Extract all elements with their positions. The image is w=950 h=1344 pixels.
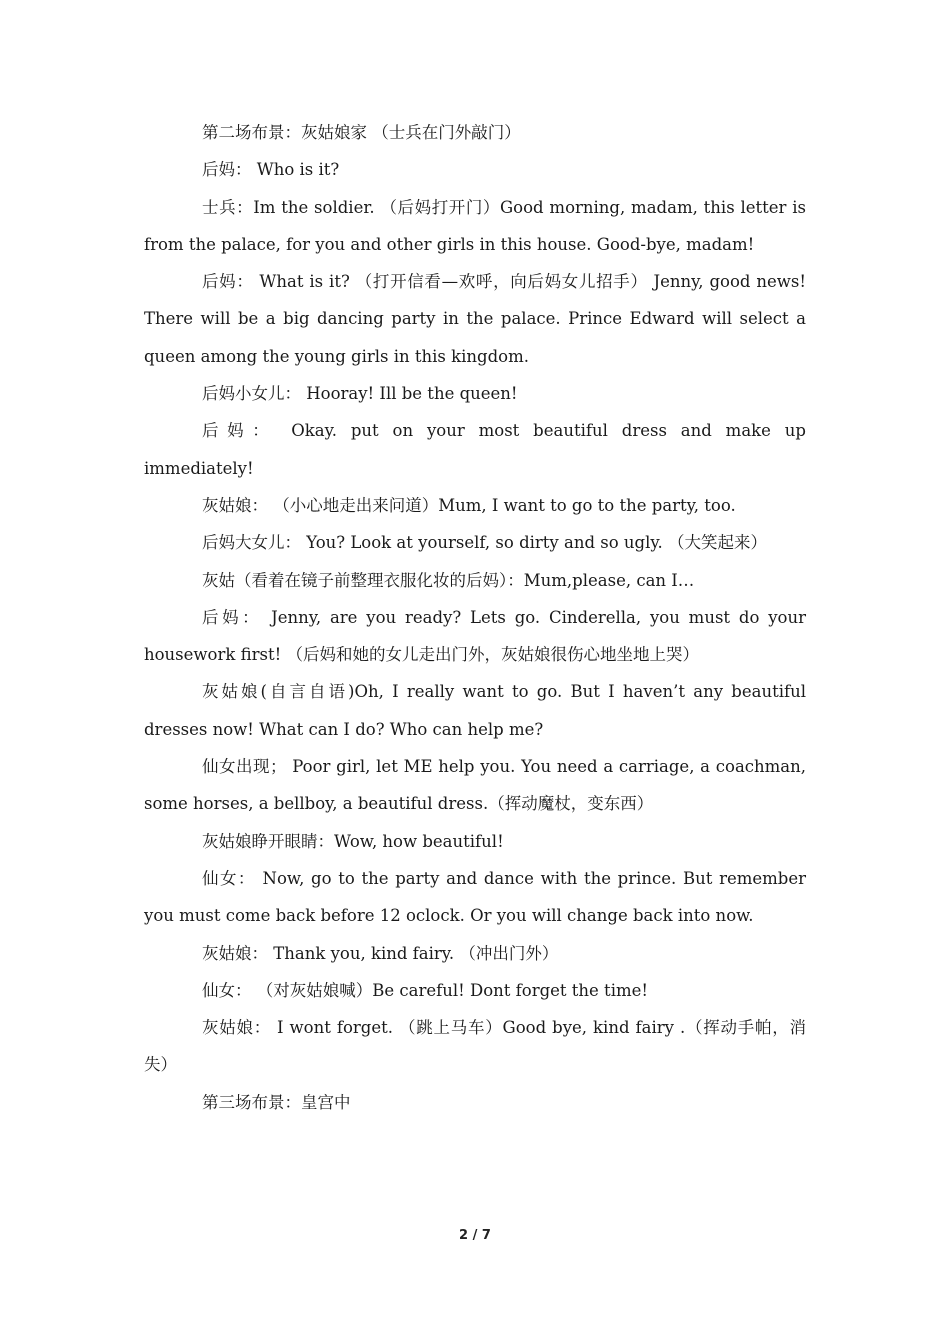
scene-heading-2: 第二场布景：灰姑娘家 （士兵在门外敲门） bbox=[202, 123, 521, 142]
dialogue-line: 仙女出现； Poor girl, let ME help you. You need a carriage, a coachman, some horses, a bellboy, a beautiful dress.（挥动魔杖，变东西） bbox=[144, 757, 806, 814]
dialogue-line: 灰姑娘： Thank you, kind fairy. （冲出门外） bbox=[202, 943, 559, 963]
dialogue-line: 后妈： Okay. put on your most beautiful dress and make up immediately! bbox=[144, 421, 806, 478]
page-number: 2 / 7 bbox=[459, 1228, 491, 1243]
dialogue-line: 后妈小女儿： Hooray! Ill be the queen! bbox=[202, 384, 518, 404]
dialogue-line: 灰姑娘： I wont forget. （跳上马车）Good bye, kind fairy .（挥动手帕，消失） bbox=[144, 1018, 806, 1075]
dialogue-line: 后妈： What is it? （打开信看—欢呼，向后妈女儿招手） Jenny, good news! There will be a big dancing party in the palace. Prince Edward will select a queen among the young girls in this kingdom. bbox=[144, 272, 806, 366]
dialogue-line: 灰姑娘： （小心地走出来问道）Mum, I want to go to the party, too. bbox=[202, 495, 736, 515]
scene-heading-3: 第三场布景：皇宫中 bbox=[202, 1092, 351, 1112]
dialogue-line: 灰姑（看着在镜子前整理衣服化妆的后妈）：Mum,please, can I… bbox=[202, 570, 695, 590]
dialogue-line: 后妈： Who is it? bbox=[202, 160, 340, 180]
dialogue-line: 士兵：Im the soldier. （后妈打开门）Good morning, madam, this letter is from the palace, for you and other girls in this house. Good-bye, madam! bbox=[144, 197, 806, 254]
dialogue-line: 后妈： Jenny, are you ready? Lets go. Cinderella, you must do your housework first! （后妈和她的女儿走出门外，灰姑娘很伤心地坐地上哭） bbox=[144, 607, 806, 665]
dialogue-line: 后妈大女儿： You? Look at yourself, so dirty and so ugly. （大笑起来） bbox=[202, 533, 767, 553]
dialogue-line: 灰姑娘睁开眼睛：Wow, how beautiful! bbox=[202, 831, 504, 851]
dialogue-line: 仙女： Now, go to the party and dance with the prince. But remember you must come back before 12 oclock. Or you will change back into now. bbox=[144, 868, 806, 926]
dialogue-line: 灰姑娘(自言自语)Oh, I really want to go. But I haven’t any beautiful dresses now! What can I do? Who can help me? bbox=[144, 682, 806, 739]
dialogue-line: 仙女： （对灰姑娘喊）Be careful! Dont forget the time! bbox=[202, 980, 649, 1000]
document-body bbox=[144, 114, 806, 1121]
